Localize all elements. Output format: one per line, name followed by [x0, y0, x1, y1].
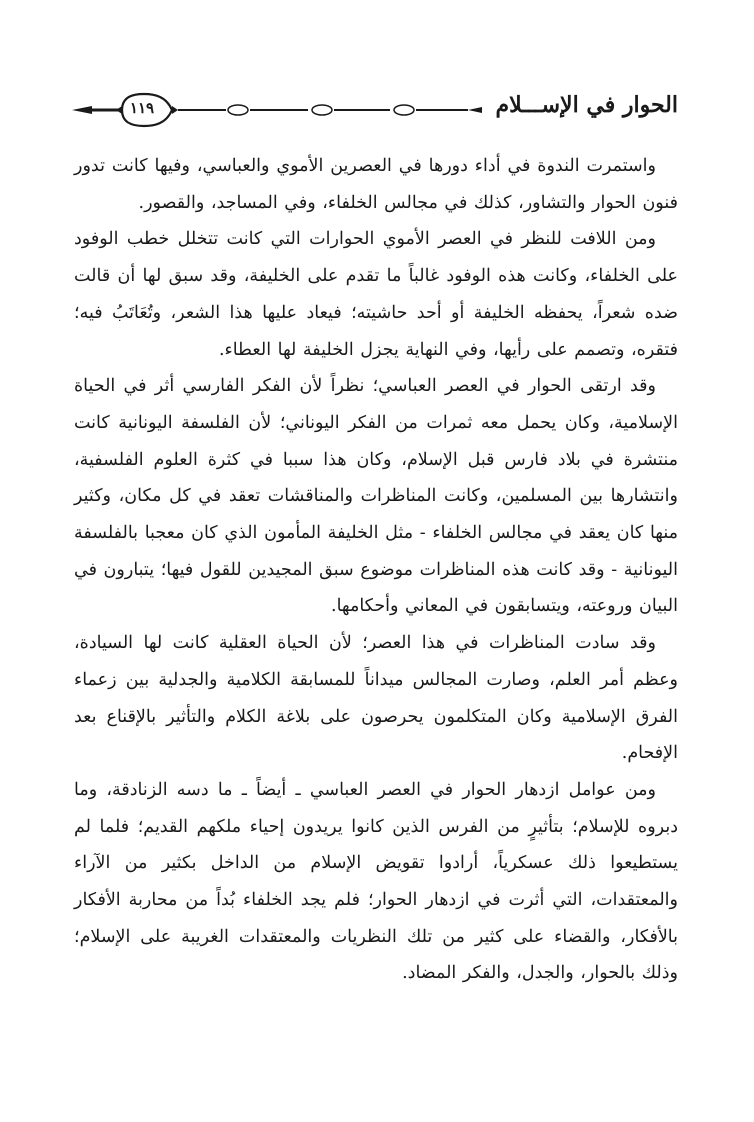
body-text — [74, 148, 678, 992]
paragraph: واستمرت الندوة في أداء دورها في العصرين الأموي والعباسي، وفيها كانت تدور فنون الحوار والتشاور، كذلك في مجالس الخلفاء، وفي المساجد، والقصور. — [74, 156, 678, 213]
paragraph: وقد ارتقى الحوار في العصر العباسي؛ نظراً لأن الفكر الفارسي أثر في الحياة الإسلامية، وكان يحمل معه ثمرات من الفكر اليوناني؛ لأن الفلسفة اليونانية كانت منتشرة في بلاد فارس قبل الإسلام، وكان هذا سببا في كثرة العلوم الفلسفية، وانتشارها بين المسلمين، وكانت المناظرات والمناقشات تعقد في كل مكان، وكثير منها كان يعقد في مجالس الخلفاء - مثل الخليفة المأمون الذي كان معجبا بالفلسفة اليونانية - وقد كانت هذه المناظرات موضوع سبق المجيدين للقول فيها؛ يتبارون في البيان وروعته، ويتسابقون في المعاني وأحكامها. — [74, 376, 678, 617]
page-number: ١١٩ — [129, 99, 155, 117]
running-title: الحوار في الإســـلام — [495, 92, 678, 118]
paragraph: وقد سادت المناظرات في هذا العصر؛ لأن الحياة العقلية كانت لها السيادة، وعظم أمر العلم، وصارت المجالس ميداناً للمسابقة الكلامية والجدلية بين زعماء الفرق الإسلامية وكان المتكلمون يحرصون على بلاغة الكلام والتأثير بالإقناع بعد الإفحام. — [74, 633, 678, 764]
paragraph: ومن عوامل ازدهار الحوار في العصر العباسي ـ أيضاً ـ ما دسه الزنادقة، وما دبروه للإسلام؛ بتأثيرٍ من الفرس الذين كانوا يريدون إحياء ملكهم القديم؛ فلما لم يستطيعوا ذلك عسكرياً، أرادوا تقويض الإسلام من الداخل بكثير من الآراء والمعتقدات، التي أثرت في ازدهار الحوار؛ فلم يجد الخلفاء بُداً من محاربة الأفكار بالأفكار، والقضاء على كثير من تلك النظريات والمعتقدات الغريبة على الإسلام؛ وذلك بالحوار، والجدل، والفكر المضاد. — [74, 779, 678, 984]
paragraph: ومن اللافت للنظر في العصر الأموي الحوارات التي كانت تتخلل خطب الوفود على الخلفاء، وكانت هذه الوفود غالباً ما تقدم على الخليفة، وقد سبق لها أن قالت ضده شعراً، يحفظه الخليفة أو أحد حاشيته؛ فيعاد عليها هذا الشعر، وتُعَاتَبُ فيه؛ فتقره، وتصمم على رأيها، وفي النهاية يجزل الخليفة لها العطاء. — [74, 229, 678, 360]
page-header — [70, 88, 678, 132]
